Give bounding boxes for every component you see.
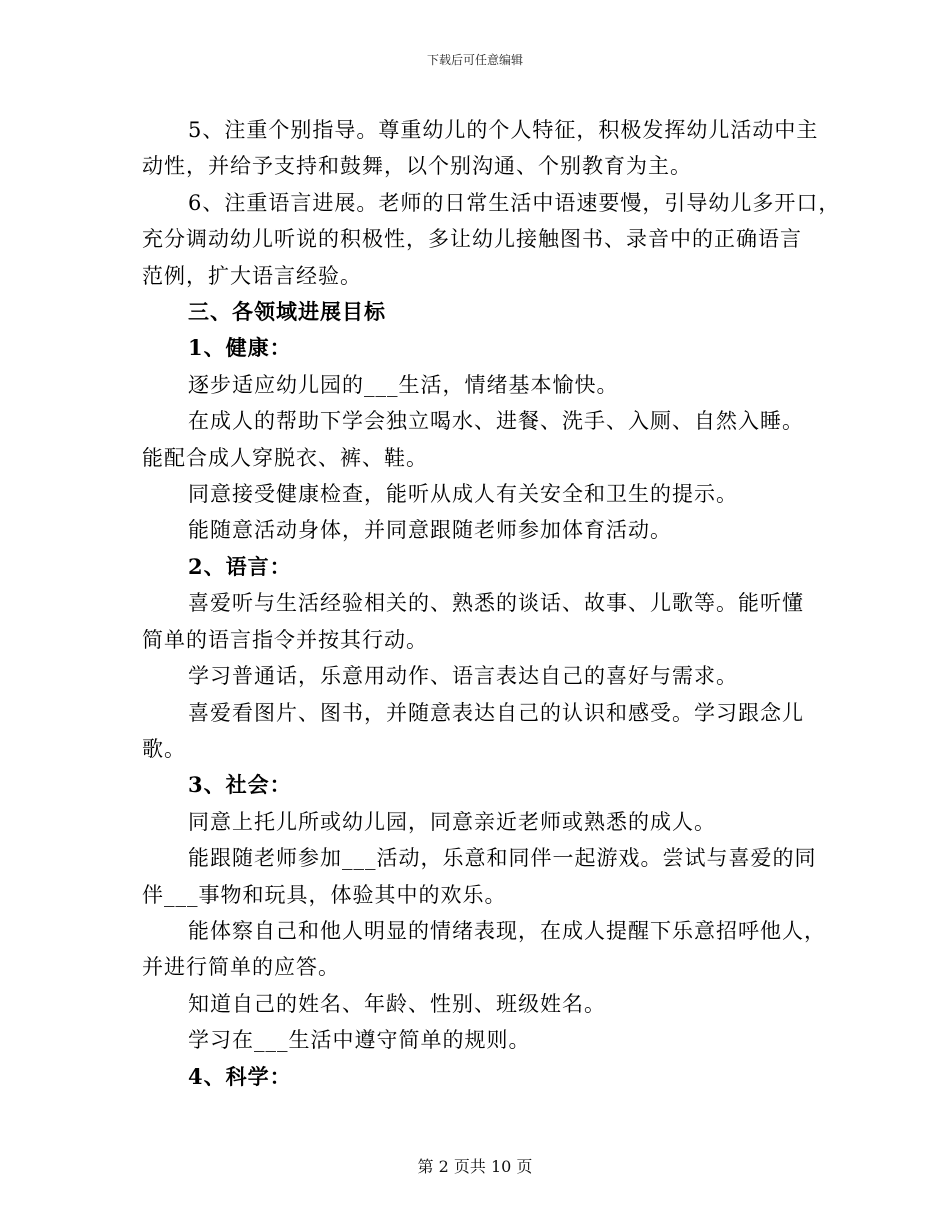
subsection-heading-social: 3、社会：	[188, 772, 292, 798]
paragraph-line: 6、注重语言进展。老师的日常生活中语速要慢，引导幼儿多开口，	[188, 190, 841, 215]
paragraph-line: 能随意活动身体，并同意跟随老师参加体育活动。	[188, 518, 672, 543]
page-header: 下载后可任意编辑	[426, 53, 523, 67]
paragraph-line: 学习普通话，乐意用动作、语言表达自己的喜好与需求。	[188, 664, 738, 689]
page-footer: 第 2 页共 10 页	[417, 1157, 533, 1176]
subsection-heading-language: 2、语言：	[188, 553, 292, 579]
subsection-heading-science: 4、科学：	[188, 1063, 292, 1089]
document-body	[142, 112, 841, 1095]
paragraph-line: 5、注重个别指导。尊重幼儿的个人特征，积极发挥幼儿活动中主	[188, 118, 819, 142]
paragraph-line: 歌。	[142, 736, 186, 761]
paragraph-line: 喜爱看图片、图书，并随意表达自己的认识和感受。学习跟念儿	[188, 700, 804, 725]
paragraph-line: 简单的语言指令并按其行动。	[142, 627, 428, 652]
paragraph-line: 能跟随老师参加___活动，乐意和同伴一起游戏。尝试与喜爱的同	[188, 846, 817, 871]
paragraph-line: 喜爱听与生活经验相关的、熟悉的谈话、故事、儿歌等。能听懂	[188, 591, 804, 616]
paragraph-line: 同意接受健康检查，能听从成人有关安全和卫生的提示。	[188, 482, 738, 507]
paragraph-line: 学习在___生活中遵守简单的规则。	[188, 1028, 531, 1053]
paragraph-line: 同意上托儿所或幼儿园，同意亲近老师或熟悉的成人。	[188, 809, 716, 834]
paragraph-line: 知道自己的姓名、年龄、性别、班级姓名。	[188, 991, 606, 1016]
paragraph-line: 逐步适应幼儿园的___生活，情绪基本愉快。	[188, 372, 619, 397]
paragraph-line: 范例，扩大语言经验。	[142, 263, 362, 288]
paragraph-line: 能体察自己和他人明显的情绪表现，在成人提醒下乐意招呼他人，	[188, 918, 826, 943]
paragraph-line: 并进行简单的应答。	[142, 955, 340, 980]
paragraph-line: 能配合成人穿脱衣、裤、鞋。	[142, 445, 428, 470]
paragraph-line: 伴___事物和玩具，体验其中的欢乐。	[142, 882, 507, 907]
paragraph-line: 动性，并给予支持和鼓舞，以个别沟通、个别教育为主。	[142, 154, 692, 179]
subsection-heading-health: 1、健康：	[188, 335, 292, 361]
paragraph-line: 在成人的帮助下学会独立喝水、进餐、洗手、入厕、自然入睡。	[188, 409, 804, 434]
section-heading: 三、各领域进展目标	[188, 299, 386, 325]
paragraph-line: 充分调动幼儿听说的积极性，多让幼儿接触图书、录音中的正确语言	[142, 227, 802, 252]
